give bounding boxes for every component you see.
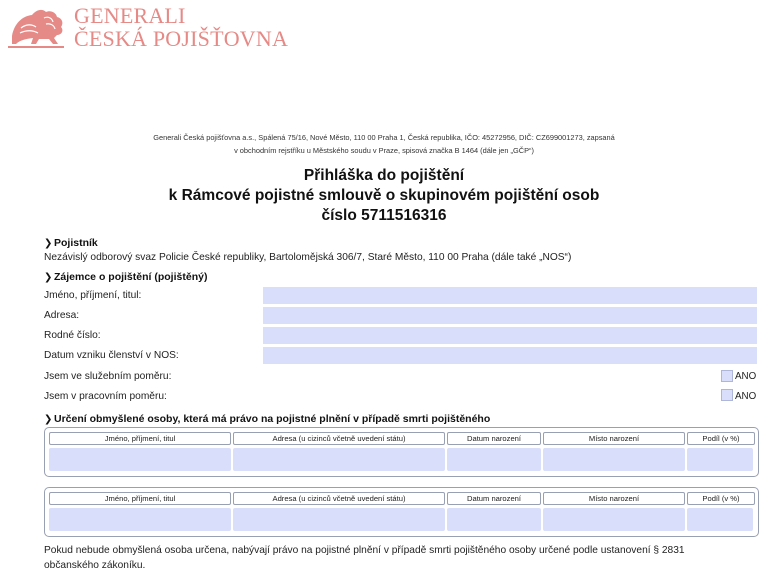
- beneficiary-heading-label: Určení obmyšlené osoby, která má právo na pojistné plnění v případě smrti pojištěného: [54, 413, 491, 425]
- service-employment-label: Jsem ve služebním poměru:: [44, 371, 172, 382]
- applicant-heading: [44, 271, 207, 284]
- policyholder-heading: [44, 237, 98, 250]
- title-line-3: číslo 5711516316: [321, 207, 447, 224]
- footer-line-1: Pokud nebude obmyšlená osoba určena, nabývají právo na pojistné plnění v případě smrti pojištěného osoby určené podle ustanovení § 2831: [44, 545, 685, 556]
- col-name-header: Jméno, příjmení, titul: [49, 432, 231, 445]
- membership-date-label: Datum vzniku členství v NOS:: [44, 350, 179, 361]
- beneficiary-1-share-field[interactable]: [687, 448, 753, 471]
- col-address-header: Adresa (u cizinců včetně uvedení státu): [233, 432, 445, 445]
- footer-line-2: občanského zákoníku.: [44, 560, 146, 571]
- brand-wordmark: [74, 4, 288, 50]
- brand-line-1: GENERALI: [74, 3, 186, 28]
- col-birth-place-header: Místo narození: [543, 432, 685, 445]
- col-address-header: Adresa (u cizinců včetně uvedení státu): [233, 492, 445, 505]
- title-line-2: k Rámcové pojistné smlouvě o skupinovém pojištění osob: [168, 187, 600, 204]
- employment-checkbox[interactable]: [721, 389, 733, 401]
- company-info-line-1: Generali Česká pojišťovna a.s., Spálená 75/16, Nové Město, 110 00 Praha 1, Česká republika, IČO: 45272956, DIČ: CZ699001273, zapsaná: [153, 133, 615, 142]
- chevron-right-icon: ❯: [44, 238, 53, 249]
- col-birth-place-header: Místo narození: [543, 492, 685, 505]
- service-employment-option: ANO: [735, 371, 757, 382]
- beneficiary-table-1: [44, 427, 759, 477]
- service-employment-checkbox[interactable]: [721, 370, 733, 382]
- beneficiary-1-address-field[interactable]: [233, 448, 445, 471]
- beneficiary-table-2: [44, 487, 759, 537]
- policyholder-heading-label: Pojistník: [54, 237, 98, 249]
- employment-label: Jsem v pracovním poměru:: [44, 391, 167, 402]
- birth-number-label: Rodné číslo:: [44, 330, 101, 341]
- beneficiary-2-share-field[interactable]: [687, 508, 753, 531]
- name-field[interactable]: [263, 287, 757, 304]
- form-title: [0, 166, 768, 226]
- birth-number-field[interactable]: [263, 327, 757, 344]
- col-birth-date-header: Datum narození: [447, 432, 541, 445]
- brand-line-2: ČESKÁ POJIŠŤOVNA: [74, 26, 289, 51]
- chevron-right-icon: ❯: [44, 272, 53, 283]
- title-line-1: Přihláška do pojištění: [303, 167, 465, 184]
- applicant-heading-label: Zájemce o pojištění (pojištěný): [54, 271, 208, 283]
- beneficiary-2-address-field[interactable]: [233, 508, 445, 531]
- beneficiary-1-name-field[interactable]: [49, 448, 231, 471]
- col-share-header: Podíl (v %): [687, 492, 755, 505]
- beneficiary-2-birth-date-field[interactable]: [447, 508, 541, 531]
- beneficiary-1-birth-place-field[interactable]: [543, 448, 685, 471]
- employment-option: ANO: [735, 391, 757, 402]
- col-name-header: Jméno, příjmení, titul: [49, 492, 231, 505]
- chevron-right-icon: ❯: [44, 414, 53, 425]
- name-label: Jméno, příjmení, titul:: [44, 290, 142, 301]
- beneficiary-heading: [44, 413, 490, 426]
- membership-date-field[interactable]: [263, 347, 757, 364]
- lion-logo-icon: [6, 6, 66, 50]
- address-field[interactable]: [263, 307, 757, 324]
- beneficiary-1-birth-date-field[interactable]: [447, 448, 541, 471]
- company-info-line-2: v obchodním rejstříku u Městského soudu v Praze, spisová značka B 1464 (dále jen „GČP“): [234, 146, 534, 155]
- address-label: Adresa:: [44, 310, 80, 321]
- policyholder-text: Nezávislý odborový svaz Policie České republiky, Bartolomějská 306/7, Staré Město, 110 00 Praha (dále také „NOS“): [44, 252, 572, 263]
- beneficiary-2-name-field[interactable]: [49, 508, 231, 531]
- col-share-header: Podíl (v %): [687, 432, 755, 445]
- company-info: [60, 131, 708, 157]
- footer-note: [44, 543, 760, 573]
- beneficiary-2-birth-place-field[interactable]: [543, 508, 685, 531]
- col-birth-date-header: Datum narození: [447, 492, 541, 505]
